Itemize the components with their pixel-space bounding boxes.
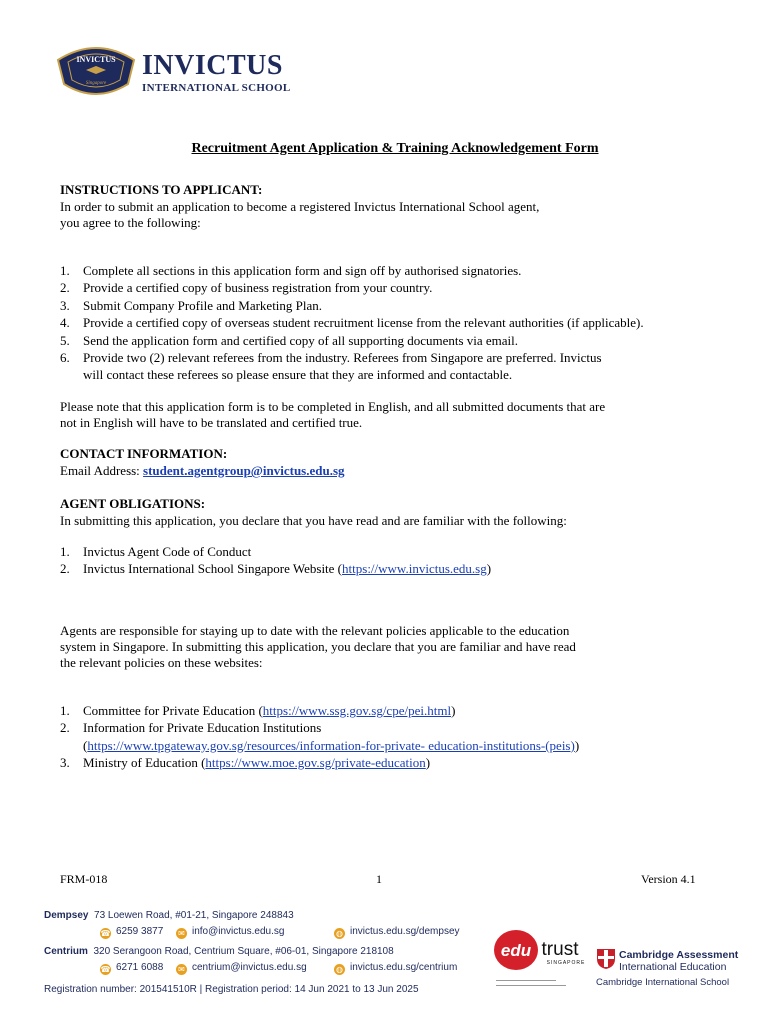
school-name: INVICTUS (142, 50, 283, 81)
policy-para-line1: Agents are responsible for staying up to date with the relevant policies applicable to the education (60, 623, 570, 638)
list-item: 2. Provide a certified copy of business registration from your country. (60, 280, 433, 296)
registration-info: Registration number: 201541510R | Registration period: 14 Jun 2021 to 13 Jun 2025 (44, 984, 419, 995)
instructions-heading: INSTRUCTIONS TO APPLICANT: (60, 182, 263, 197)
edutrust-mark (494, 928, 586, 972)
list-item-continuation: will contact these referees so please ensure that they are informed and contactable. (83, 367, 513, 383)
tpgateway-link[interactable]: https://www.tpgateway.gov.sg/resources/information-for-private- education-institutions-(peis) (87, 737, 575, 753)
edutrust-country: SINGAPORE (546, 960, 586, 966)
dempsey-phone: 6259 3877 (116, 926, 164, 937)
obligations-intro: In submitting this application, you declare that you have read and are familiar with the following: (60, 513, 567, 528)
phone-icon: ☎ (100, 929, 111, 938)
email-icon: ✉ (176, 928, 187, 939)
list-item: 2. Invictus International School Singapore Website (https://www.invictus.edu.sg) (60, 561, 492, 577)
centrium-web: invictus.edu.sg/centrium (350, 962, 458, 973)
centrium-email-row (176, 962, 307, 975)
form-title: Recruitment Agent Application & Training Acknowledgement Form (191, 141, 599, 156)
email-label: Email Address: (60, 463, 144, 478)
globe-icon: ◍ (334, 928, 345, 939)
form-code: FRM-018 (60, 872, 108, 886)
invictus-website-link[interactable]: https://www.invictus.edu.sg (342, 561, 487, 577)
policy-para-line3: the relevant policies on these websites: (60, 655, 263, 670)
obligations-heading: AGENT OBLIGATIONS: (60, 496, 206, 511)
page-number: 1 (376, 872, 382, 886)
note-line1: Please note that this application form is to be completed in English, and all submitted documents that are (60, 399, 606, 414)
list-item: 1. Invictus Agent Code of Conduct (60, 544, 252, 559)
contact-heading: CONTACT INFORMATION: (60, 446, 228, 461)
policy-para-line2: system in Singapore. In submitting this application, you declare that you are familiar and have read (60, 639, 576, 654)
badge-subtext: Singapore (85, 81, 107, 86)
phone-icon: ☎ (100, 965, 111, 974)
school-subtitle: INTERNATIONAL SCHOOL (142, 82, 291, 94)
list-item: 1. Complete all sections in this application form and sign off by authorised signatories. (60, 263, 522, 278)
dempsey-web-row (334, 926, 460, 939)
policies-list (60, 702, 579, 772)
list-item: 6. Provide two (2) relevant referees from the industry. Referees from Singapore are preferred. Invictus (60, 350, 602, 366)
cambridge-shield-icon (596, 948, 616, 970)
edutrust-logo (494, 928, 586, 988)
globe-icon: ◍ (334, 964, 345, 975)
dempsey-address-row (44, 910, 294, 921)
centrium-phone: 6271 6088 (116, 962, 164, 973)
school-crest-logo (54, 40, 138, 100)
centrium-web-row (334, 962, 457, 975)
list-item: 3. Ministry of Education (https://www.moe.gov.sg/private-education) (60, 755, 431, 771)
dempsey-address: 73 Loewen Road, #01-21, Singapore 248843 (94, 910, 294, 921)
version-label: Version 4.1 (641, 872, 696, 886)
centrium-label: Centrium (44, 946, 88, 957)
list-item: 3. Submit Company Profile and Marketing Plan. (60, 297, 323, 313)
list-item-continuation: (https://www.tpgateway.gov.sg/resources/information-for-private- education-institutions-(peis)) (83, 737, 580, 753)
dempsey-label: Dempsey (44, 910, 89, 921)
dempsey-contact-row (100, 926, 163, 939)
centrium-address: 320 Serangoon Road, Centrium Square, #06-01, Singapore 218108 (93, 946, 394, 957)
dempsey-email: info@invictus.edu.sg (192, 926, 285, 937)
email-link[interactable]: student.agentgroup@invictus.edu.sg (143, 463, 345, 478)
obligations-list (60, 543, 491, 578)
badge-text: INVICTUS (76, 55, 116, 64)
email-icon: ✉ (176, 964, 187, 975)
dempsey-email-row (176, 926, 284, 939)
list-item: 2. Information for Private Education Institutions (60, 720, 322, 736)
cpe-link[interactable]: https://www.ssg.gov.sg/cpe/pei.html (262, 703, 452, 718)
moe-link[interactable]: https://www.moe.gov.sg/private-education (205, 755, 426, 771)
instructions-intro-line2: you agree to the following: (60, 215, 201, 230)
cambridge-line1: Cambridge Assessment (619, 949, 739, 961)
centrium-contact-row (100, 962, 163, 975)
contact-email-row (60, 462, 345, 479)
list-item: 5. Send the application form and certified copy of all supporting documents via email. (60, 332, 519, 348)
edutrust-trust: trust (541, 939, 579, 960)
cambridge-line2: International Education (619, 961, 727, 973)
list-item: 1. Committee for Private Education (https://www.ssg.gov.sg/cpe/pei.html) (60, 703, 456, 718)
instructions-intro-line1: In order to submit an application to become a registered Invictus International School agent, (60, 199, 540, 214)
instructions-list (60, 262, 644, 384)
edutrust-edu: edu (500, 941, 532, 960)
note-line2: not in English will have to be translated and certified true. (60, 415, 363, 430)
cambridge-line3: Cambridge International School (596, 977, 730, 988)
centrium-email: centrium@invictus.edu.sg (192, 962, 307, 973)
dempsey-web: invictus.edu.sg/dempsey (350, 926, 460, 937)
centrium-address-row (44, 946, 394, 957)
list-item: 4. Provide a certified copy of overseas student recruitment license from the relevant authorities (if applicable). (60, 315, 644, 331)
